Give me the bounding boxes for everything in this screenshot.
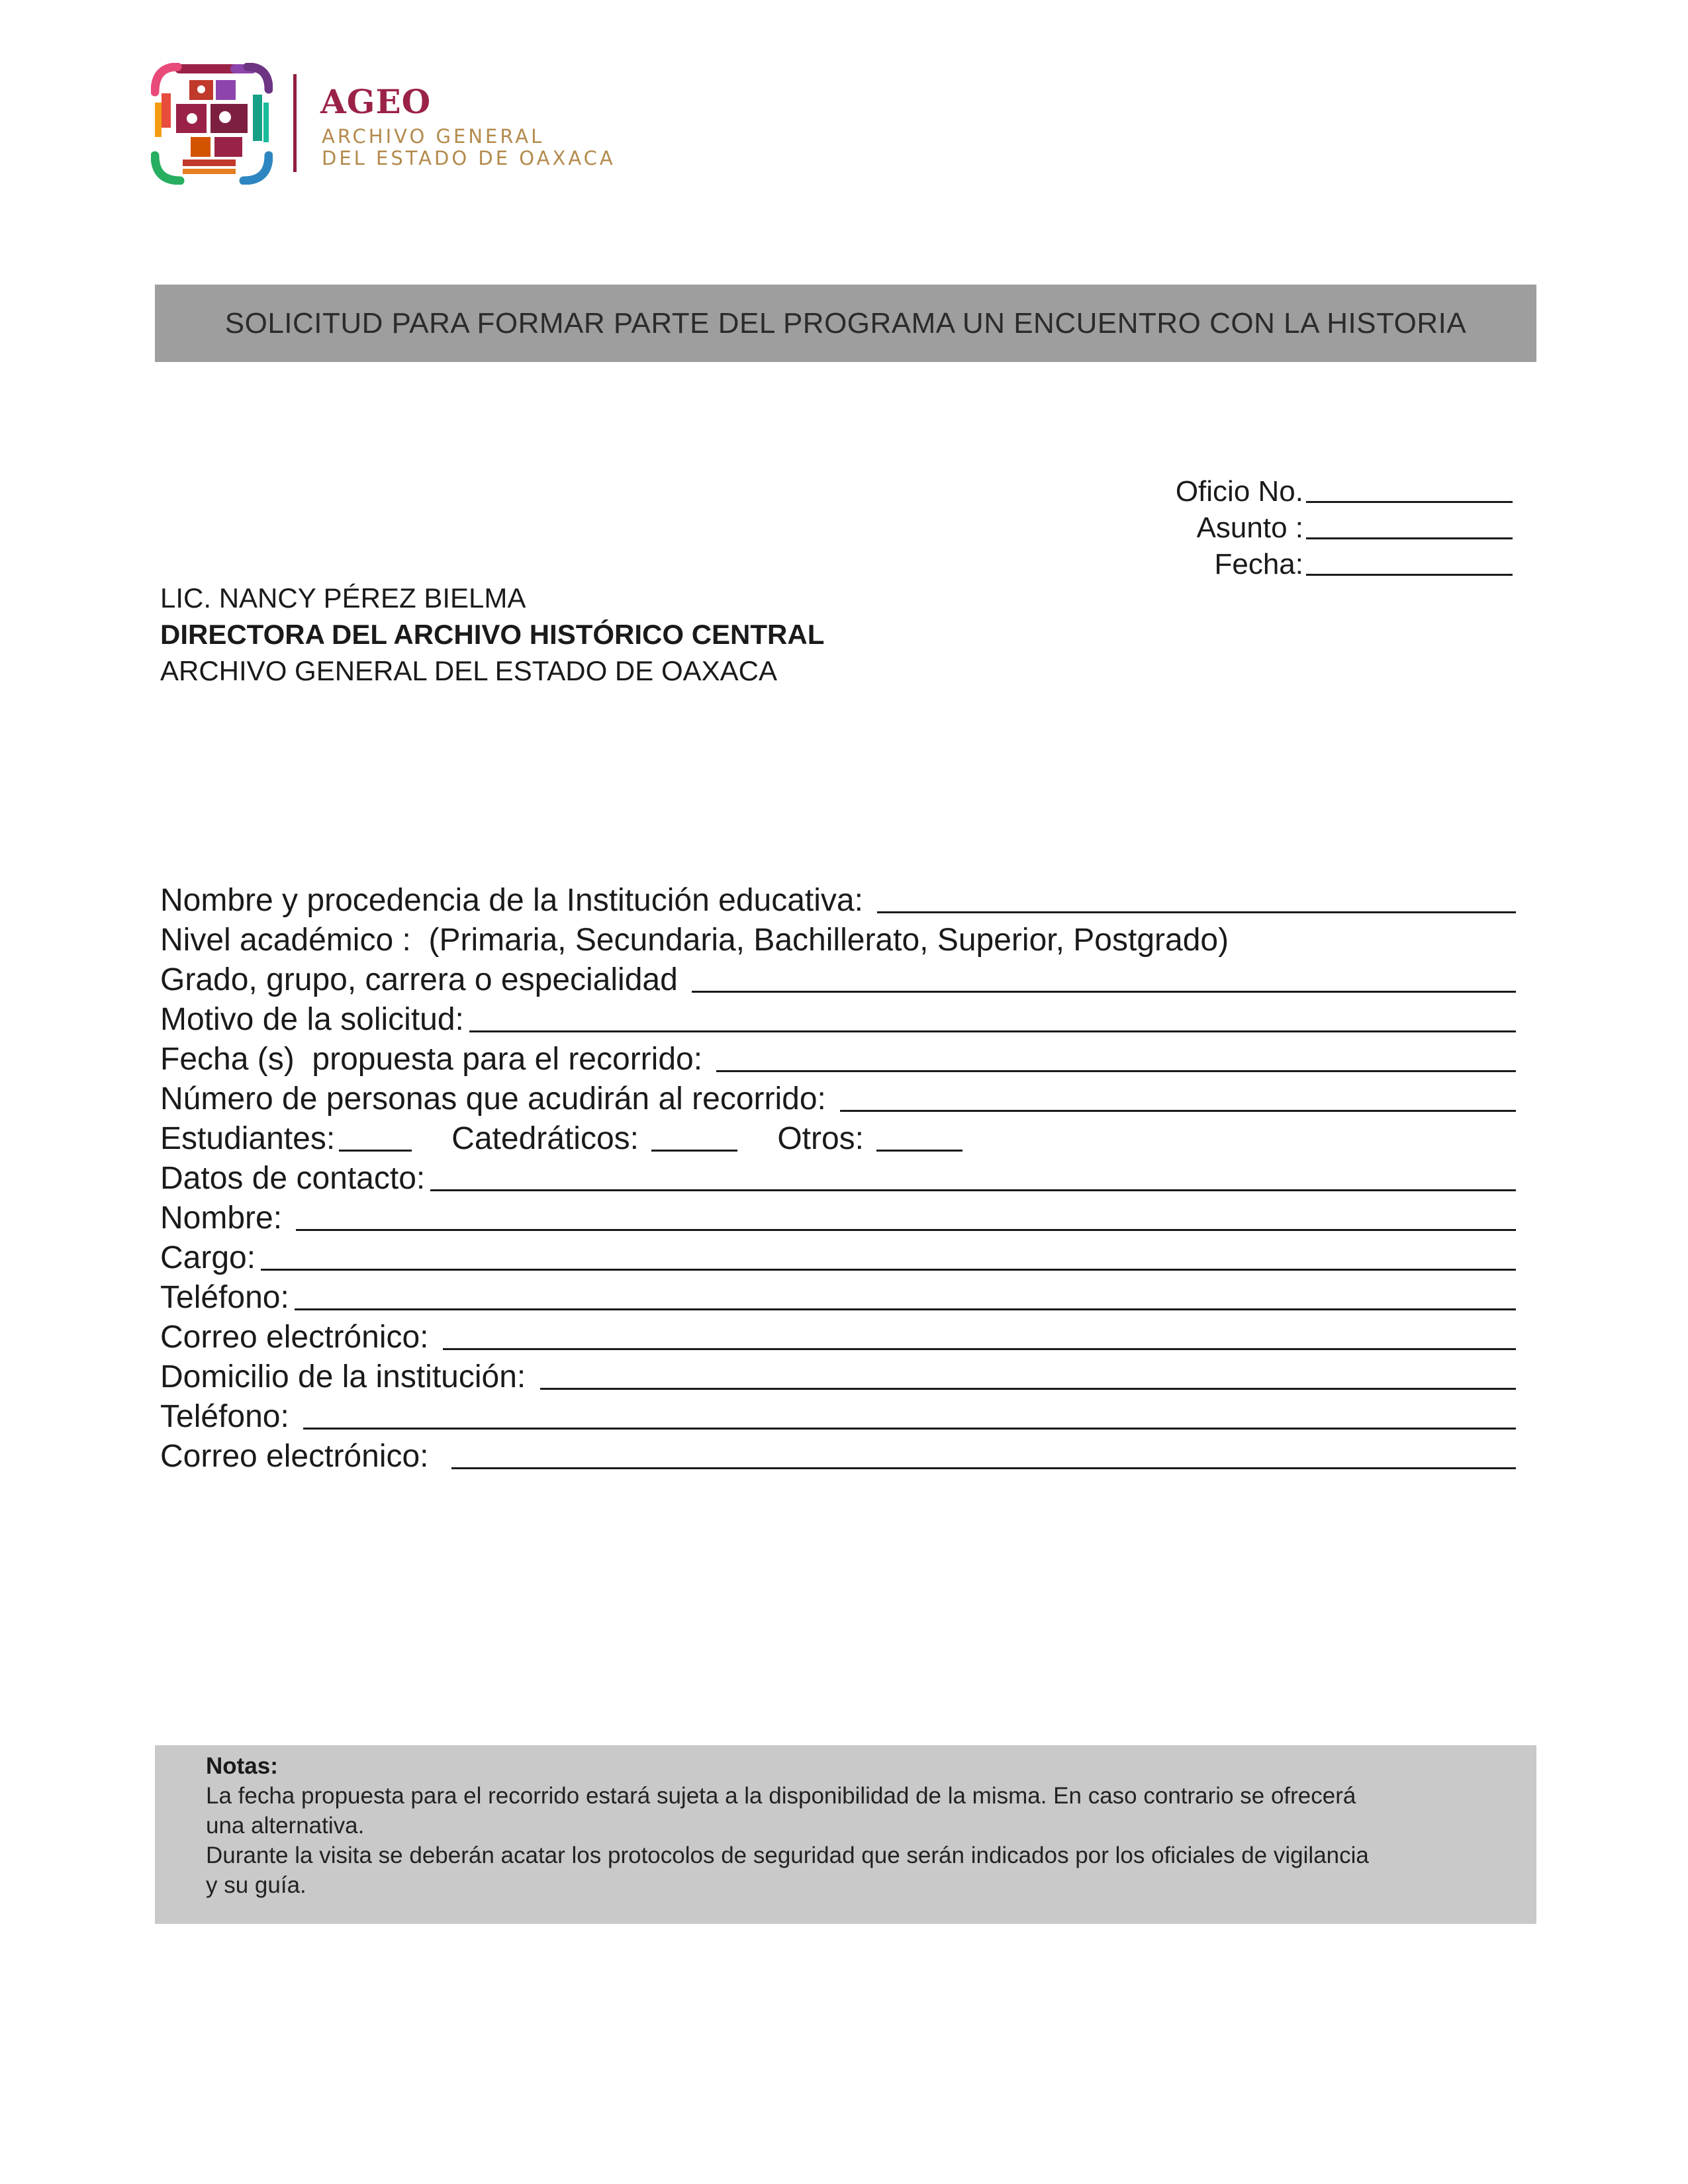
numero-personas-field[interactable] [840, 1107, 1516, 1112]
grado-label: Grado, grupo, carrera o especialidad [160, 962, 687, 997]
fecha-row [1049, 544, 1513, 581]
title-bar [155, 285, 1536, 362]
fecha-label: Fecha: [1214, 548, 1303, 580]
institucion-field[interactable] [877, 909, 1516, 913]
oficio-field[interactable] [1306, 497, 1513, 503]
notes-box [155, 1745, 1536, 1924]
grado-row [160, 960, 1516, 998]
nombre-row [160, 1198, 1516, 1236]
correo-row [160, 1317, 1516, 1355]
asistentes-row [160, 1118, 1516, 1157]
domicilio-row [160, 1357, 1516, 1395]
nombre-label: Nombre: [160, 1201, 291, 1236]
org-name-line-2: DEL ESTADO DE OAXACA [322, 147, 616, 169]
correo-institucion-row [160, 1436, 1516, 1475]
fecha-field[interactable] [1306, 570, 1513, 576]
otros-field[interactable] [876, 1147, 962, 1152]
catedraticos-label: Catedráticos: [451, 1121, 648, 1156]
fecha-recorrido-row [160, 1039, 1516, 1077]
correo-institucion-field[interactable] [451, 1465, 1516, 1469]
datos-contacto-field[interactable] [430, 1187, 1516, 1191]
org-short-name: AGEO [320, 82, 432, 121]
telefono-institucion-field[interactable] [303, 1425, 1516, 1430]
asunto-label: Asunto : [1196, 512, 1303, 544]
note-line: La fecha propuesta para el recorrido estará sujeta a la disponibilidad de la misma. En caso contrario se ofrecerá [206, 1783, 1356, 1809]
nivel-label: Nivel académico : (Primaria, Secundaria, Bachillerato, Superior, Postgrado) [160, 923, 1229, 958]
document-title: SOLICITUD PARA FORMAR PARTE DEL PROGRAMA UN ENCUENTRO CON LA HISTORIA [224, 306, 1467, 340]
estudiantes-label: Estudiantes: [160, 1121, 336, 1156]
correo-field[interactable] [443, 1345, 1516, 1350]
fecha-recorrido-label: Fecha (s) propuesta para el recorrido: [160, 1042, 712, 1077]
nombre-field[interactable] [296, 1226, 1516, 1231]
logo-divider [293, 74, 297, 172]
cargo-field[interactable] [261, 1266, 1516, 1271]
addressee-name: LIC. NANCY PÉREZ BIELMA [160, 582, 526, 614]
asunto-field[interactable] [1306, 533, 1513, 539]
fecha-recorrido-field[interactable] [716, 1068, 1516, 1072]
telefono-row [160, 1277, 1516, 1316]
asunto-row [1049, 508, 1513, 545]
numero-personas-row [160, 1079, 1516, 1117]
grado-field[interactable] [692, 988, 1516, 993]
note-line: y su guía. [206, 1872, 306, 1898]
correo-institucion-label: Correo electrónico: [160, 1439, 447, 1474]
institucion-row [160, 880, 1516, 919]
addressee-role: DIRECTORA DEL ARCHIVO HISTÓRICO CENTRAL [160, 619, 825, 650]
oficio-label: Oficio No. [1175, 475, 1303, 508]
otros-label: Otros: [777, 1121, 873, 1156]
org-name-line-1: ARCHIVO GENERAL [322, 125, 545, 148]
notes-title: Notas: [206, 1753, 278, 1779]
datos-contacto-label: Datos de contacto: [160, 1161, 426, 1196]
motivo-field[interactable] [469, 1028, 1516, 1032]
cargo-label: Cargo: [160, 1240, 256, 1275]
institucion-label: Nombre y procedencia de la Institución educativa: [160, 883, 872, 918]
note-line: Durante la visita se deberán acatar los protocolos de seguridad que serán indicados por los oficiales de vigilancia [206, 1843, 1369, 1868]
domicilio-field[interactable] [540, 1385, 1516, 1390]
numero-personas-label: Número de personas que acudirán al recorrido: [160, 1081, 835, 1116]
estudiantes-field[interactable] [339, 1147, 412, 1152]
datos-contacto-row [160, 1158, 1516, 1197]
note-line: una alternativa. [206, 1813, 365, 1839]
motivo-row [160, 999, 1516, 1038]
telefono-institucion-label: Teléfono: [160, 1399, 299, 1434]
motivo-label: Motivo de la solicitud: [160, 1002, 464, 1037]
correo-label: Correo electrónico: [160, 1320, 438, 1355]
telefono-label: Teléfono: [160, 1280, 289, 1315]
ageo-logo-icon [151, 63, 273, 185]
telefono-institucion-row [160, 1396, 1516, 1435]
oficio-row [1049, 471, 1513, 508]
catedraticos-field[interactable] [651, 1147, 737, 1152]
telefono-field[interactable] [295, 1306, 1516, 1310]
nivel-row [160, 920, 1516, 958]
addressee-org: ARCHIVO GENERAL DEL ESTADO DE OAXACA [160, 655, 777, 686]
domicilio-label: Domicilio de la institución: [160, 1359, 535, 1394]
cargo-row [160, 1238, 1516, 1276]
